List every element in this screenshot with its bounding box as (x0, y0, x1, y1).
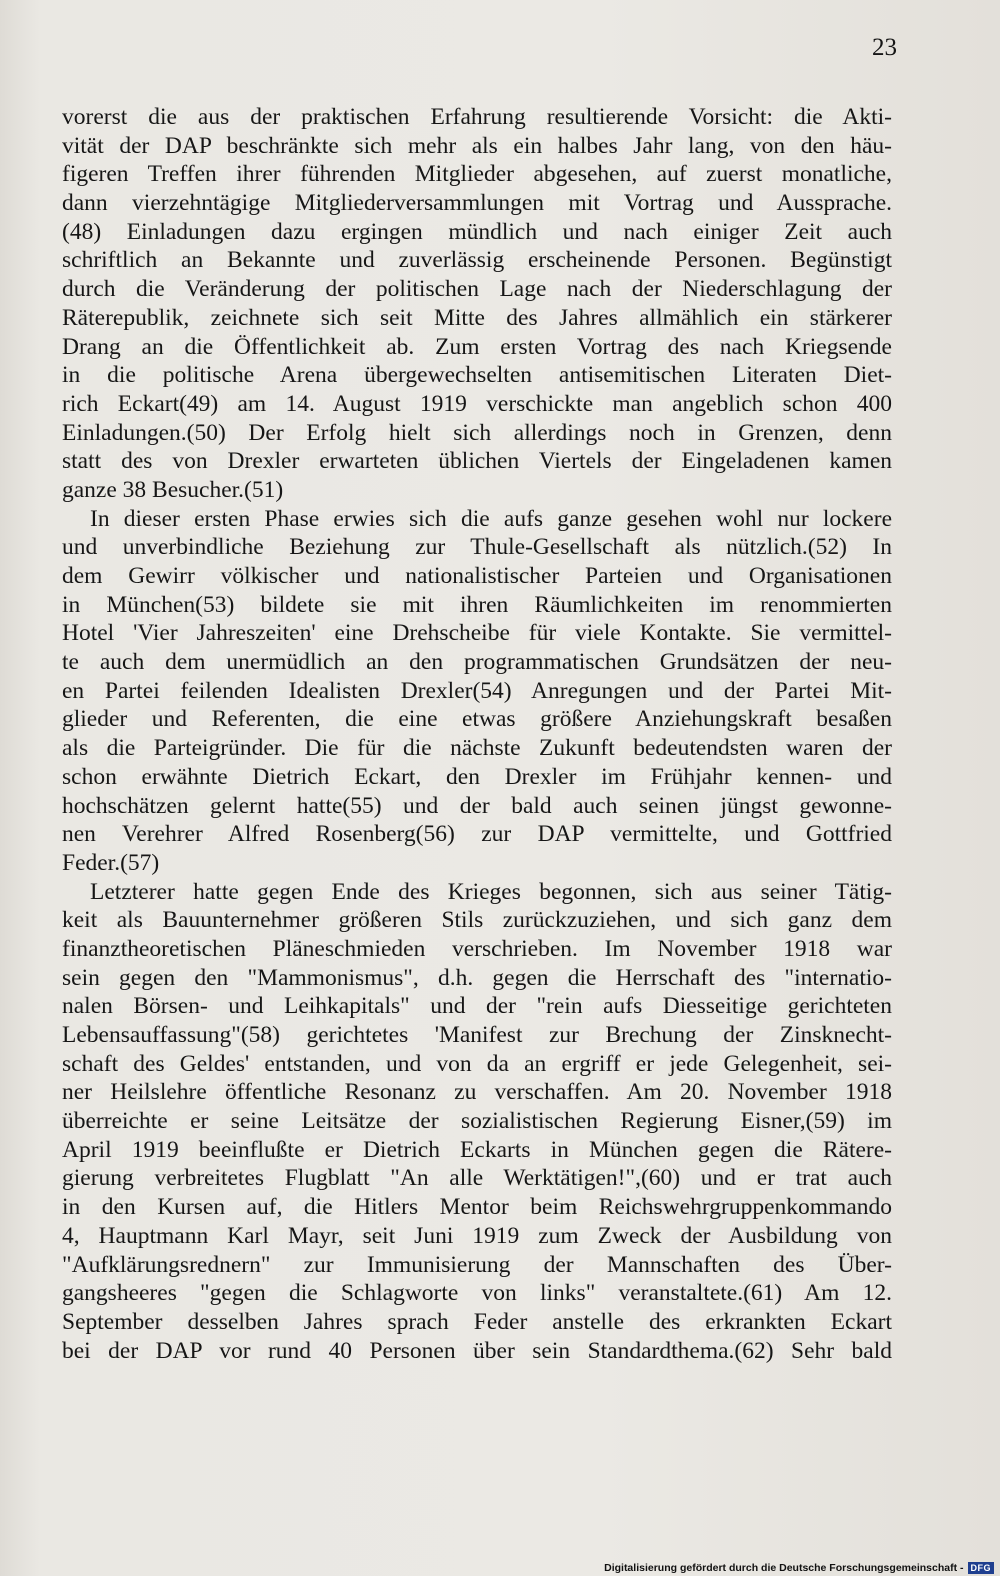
digitization-credit (604, 1562, 994, 1574)
body-text (62, 103, 892, 1365)
text-line: finanztheoretischen Pläneschmieden verschrieben. Im November 1918 war (62, 935, 892, 962)
text-line: vorerst die aus der praktischen Erfahrung resultierende Vorsicht: die Akti- (62, 104, 892, 130)
text-line: 4, Hauptmann Karl Mayr, seit Juni 1919 zum Zweck der Ausbildung von (62, 1222, 892, 1249)
text-line: hochschätzen gelernt hatte(55) und der bald auch seinen jüngst gewonne- (62, 792, 892, 819)
text-line: September desselben Jahres sprach Feder anstelle des erkrankten Eckart (62, 1308, 892, 1335)
text-line: dann vierzehntägige Mitgliederversammlungen mit Vortrag und Aussprache. (62, 190, 892, 217)
text-line: vität der DAP beschränkte sich mehr als ein halbes Jahr lang, von den häu- (62, 132, 892, 159)
text-line: In dieser ersten Phase erwies sich die aufs ganze gesehen wohl nur lockere (90, 505, 892, 532)
text-line: in den Kursen auf, die Hitlers Mentor beim Reichswehrgruppenkommando (62, 1194, 892, 1221)
text-line: sein gegen den "Mammonismus", d.h. gegen die Herrschaft des "internatio- (62, 964, 892, 991)
text-line: April 1919 beeinflußte er Dietrich Eckarts in München gegen die Rätere- (62, 1136, 892, 1163)
text-line: gierung verbreitetes Flugblatt "An alle Werktätigen!",(60) und er trat auch (62, 1165, 892, 1192)
text-line: (48) Einladungen dazu ergingen mündlich und nach einiger Zeit auch (62, 218, 892, 245)
text-line: statt des von Drexler erwarteten üblichen Viertels der Eingeladenen kamen (62, 448, 892, 475)
text-line: te auch dem unermüdlich an den programmatischen Grundsätzen der neu- (62, 649, 892, 676)
text-line: Einladungen.(50) Der Erfolg hielt sich allerdings noch in Grenzen, denn (62, 419, 892, 446)
text-line: glieder und Referenten, die eine etwas größere Anziehungskraft besaßen (62, 706, 892, 733)
text-line: keit als Bauunternehmer größeren Stils zurückzuziehen, und sich ganz dem (62, 907, 892, 934)
text-line: ganze 38 Besucher.(51) (62, 476, 284, 503)
text-line: schriftlich an Bekannte und zuverlässig erscheinende Personen. Begünstigt (62, 247, 892, 274)
page-number: 23 (872, 34, 897, 61)
text-line: Feder.(57) (62, 849, 160, 876)
text-line: Drang an die Öffentlichkeit ab. Zum ersten Vortrag des nach Kriegsende (62, 333, 892, 360)
text-line: nen Verehrer Alfred Rosenberg(56) zur DAP vermittelte, und Gottfried (62, 821, 892, 848)
text-line: "Aufklärungsrednern" zur Immunisierung der Mannschaften des Über- (62, 1251, 892, 1278)
text-line: ner Heilslehre öffentliche Resonanz zu verschaffen. Am 20. November 1918 (62, 1079, 892, 1106)
text-line: Räterepublik, zeichnete sich seit Mitte des Jahres allmählich ein stärkerer (62, 304, 892, 331)
text-line: in die politische Arena übergewechselten antisemitischen Literaten Diet- (62, 362, 892, 389)
text-line: gangsheeres "gegen die Schlagworte von links" veranstaltete.(61) Am 12. (62, 1280, 892, 1307)
text-line: Lebensauffassung"(58) gerichtetes 'Manifest zur Brechung der Zinsknecht- (62, 1022, 892, 1048)
text-line: Hotel 'Vier Jahreszeiten' eine Drehscheibe für viele Kontakte. Sie vermittel- (62, 620, 892, 647)
text-line: schon erwähnte Dietrich Eckart, den Drexler im Frühjahr kennen- und (62, 763, 892, 790)
dfg-logo: DFG (968, 1562, 995, 1574)
text-line: und unverbindliche Beziehung zur Thule-Gesellschaft als nützlich.(52) In (62, 534, 892, 561)
text-line: durch die Veränderung der politischen Lage nach der Niederschlagung der (62, 276, 892, 303)
text-line: schaft des Geldes' entstanden, und von da an ergriff er jede Gelegenheit, sei- (62, 1050, 892, 1077)
text-line: rich Eckart(49) am 14. August 1919 verschickte man angeblich schon 400 (62, 390, 892, 417)
text-line: dem Gewirr völkischer und nationalistischer Parteien und Organisationen (62, 563, 892, 589)
text-line: figeren Treffen ihrer führenden Mitglieder abgesehen, auf zuerst monatliche, (62, 161, 892, 188)
text-line: Letzterer hatte gegen Ende des Krieges begonnen, sich aus seiner Tätig- (90, 878, 892, 905)
credit-text: Digitalisierung gefördert durch die Deutsche Forschungsgemeinschaft - (604, 1562, 964, 1574)
text-line: in München(53) bildete sie mit ihren Räumlichkeiten im renommierten (62, 591, 892, 618)
text-line: als die Parteigründer. Die für die nächste Zukunft bedeutendsten waren der (62, 735, 892, 762)
text-line: en Partei feilenden Idealisten Drexler(54) Anregungen und der Partei Mit- (62, 677, 892, 704)
text-line: nalen Börsen- und Leihkapitals" und der "rein aufs Diesseitige gerichteten (62, 993, 892, 1020)
text-line: bei der DAP vor rund 40 Personen über sein Standardthema.(62) Sehr bald (62, 1337, 892, 1364)
text-line: überreichte er seine Leitsätze der sozialistischen Regierung Eisner,(59) im (62, 1108, 892, 1135)
